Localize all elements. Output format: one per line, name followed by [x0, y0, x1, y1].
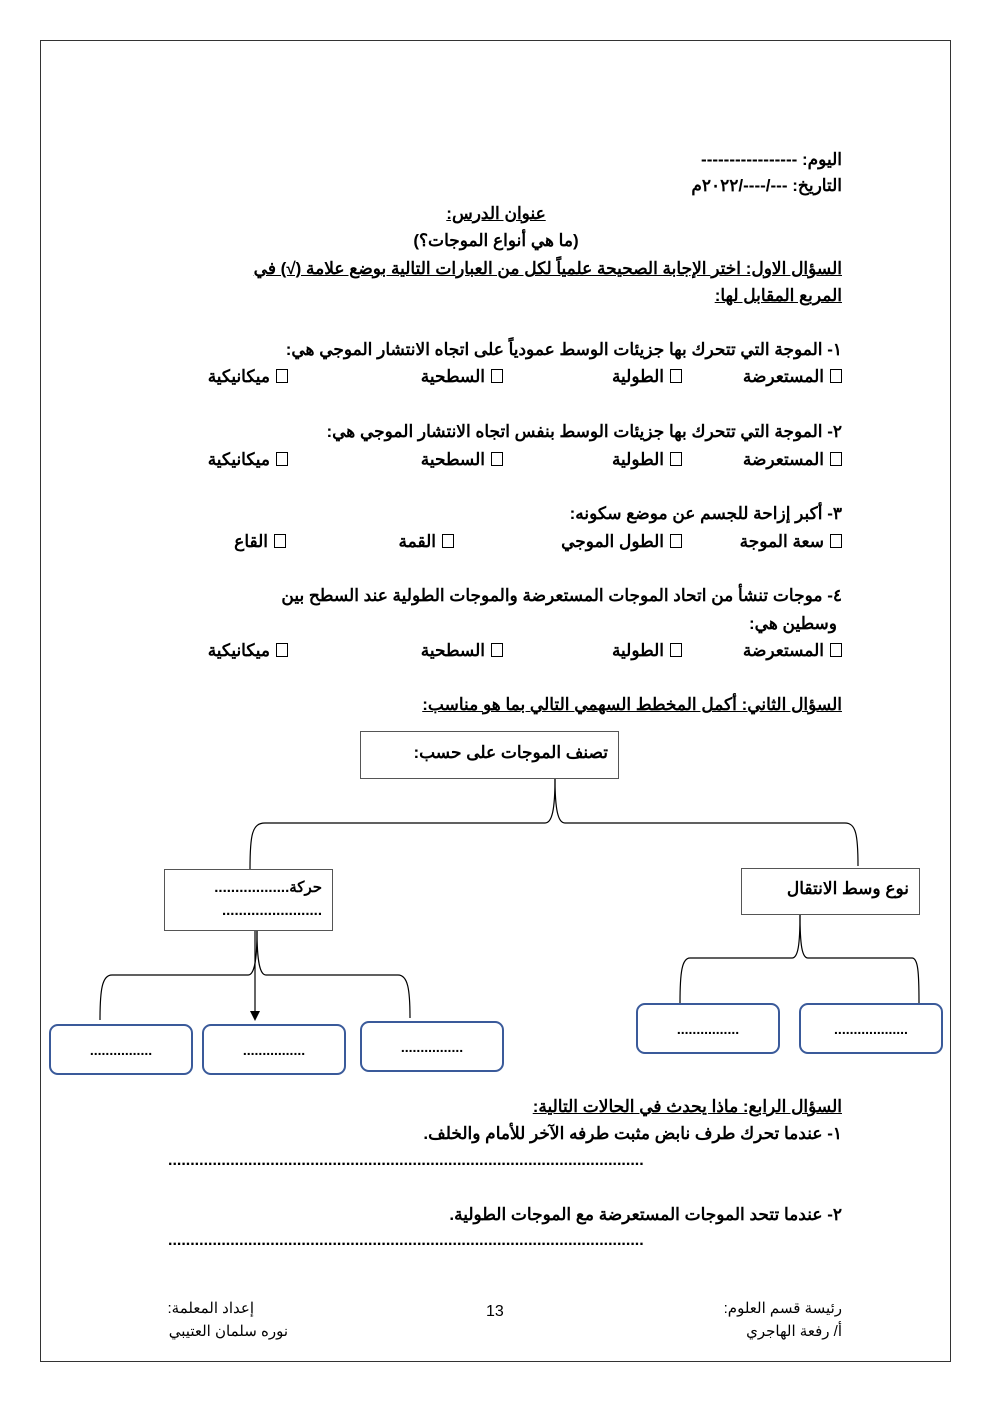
option-label: الطولية — [611, 367, 664, 386]
option-label: السطحية — [420, 450, 485, 469]
medium-node — [741, 868, 920, 915]
connector-left-a — [100, 931, 257, 1020]
q4-instruction: السؤال الرابع: ماذا يحدث في الحالات التالية: — [532, 1097, 842, 1116]
connector-right-a — [680, 914, 800, 1003]
option-label: المستعرضة — [742, 367, 824, 386]
head-of-dept-label: رئيسة قسم العلوم: — [723, 1300, 842, 1317]
option-label: الطولية — [611, 641, 664, 660]
motion-node-line2: ........................ — [221, 902, 322, 919]
option-label: الطولية — [611, 450, 664, 469]
answer-box[interactable]: ................ — [49, 1024, 193, 1075]
q1-item-4: ٤- موجات تنشأ من اتحاد الموجات المستعرضة والموجات الطولية عند السطح بين — [281, 586, 842, 605]
q4-item-2: ٢- عندما تتحد الموجات المستعرضة مع الموجات الطولية. — [449, 1205, 842, 1224]
answer-box[interactable]: ................ — [636, 1003, 780, 1054]
option-label: الطول الموجي — [561, 532, 664, 551]
answer-line[interactable]: ........................................................................................................... — [168, 1152, 644, 1169]
option-label: سعة الموجة — [739, 532, 824, 551]
answer-box[interactable]: ................ — [202, 1024, 346, 1075]
date-field: التاريخ: ---/----/٢٠٢٢م — [691, 176, 842, 195]
root-node — [360, 731, 619, 779]
q1-item-1: ١- الموجة التي تتحرك بها جزيئات الوسط عمودياً على اتجاه الانتشار الموجي هي: — [285, 340, 842, 359]
arrow-head-icon — [250, 1011, 260, 1021]
connector-right-b — [800, 914, 919, 1003]
teacher-label: إعداد المعلمة: — [167, 1300, 254, 1317]
lesson-title-label: عنوان الدرس: — [446, 204, 546, 223]
q1-item-4-line2: وسطين هي: — [749, 614, 837, 633]
q1-instruction: السؤال الاول: اختر الإجابة الصحيحة علمياً لكل من العبارات التالية بوضع علامة (√) في — [253, 259, 842, 278]
motion-node-line1: حركة.................. — [214, 879, 322, 896]
teacher-name: نوره سلمان العتيبي — [168, 1323, 288, 1340]
option-label: القمة — [398, 532, 436, 551]
q1-instruction-line2: المربع المقابل لها: — [714, 286, 842, 305]
answer-line[interactable]: ........................................................................................................... — [168, 1232, 644, 1249]
q4-item-1: ١- عندما تحرك طرف نابض مثبت طرفه الآخر للأمام والخلف. — [423, 1124, 842, 1143]
motion-node[interactable] — [164, 869, 333, 931]
option-label: ميكانيكية — [207, 450, 270, 469]
option-label: ميكانيكية — [207, 367, 270, 386]
medium-node-label: نوع وسط الانتقال — [786, 879, 909, 898]
answer-box[interactable]: ................... — [799, 1003, 943, 1054]
q1-item-3: ٣- أكبر إزاحة للجسم عن موضع سكونه: — [569, 504, 842, 523]
lesson-title: (ما هي أنواع الموجات؟) — [413, 231, 579, 250]
head-of-dept-name: أ/ رفعة الهاجري — [746, 1323, 842, 1340]
option-label: القاع — [234, 532, 268, 551]
connector-root-left — [250, 778, 555, 869]
option-label: المستعرضة — [742, 641, 824, 660]
connector-root-right — [555, 778, 858, 866]
option-label: السطحية — [420, 641, 485, 660]
option-label: المستعرضة — [742, 450, 824, 469]
q2-instruction: السؤال الثاني: أكمل المخطط السهمي التالي بما هو مناسب: — [422, 695, 842, 714]
root-node-label: تصنف الموجات على حسب: — [413, 743, 608, 762]
option-label: ميكانيكية — [207, 641, 270, 660]
connector-left-c — [257, 931, 410, 1018]
q1-item-2: ٢- الموجة التي تتحرك بها جزيئات الوسط بنفس اتجاه الانتشار الموجي هي: — [326, 422, 842, 441]
answer-box[interactable]: ................ — [360, 1021, 504, 1072]
option-label: السطحية — [420, 367, 485, 386]
day-field: اليوم: ----------------- — [701, 150, 842, 169]
page-number: 13 — [486, 1303, 504, 1320]
